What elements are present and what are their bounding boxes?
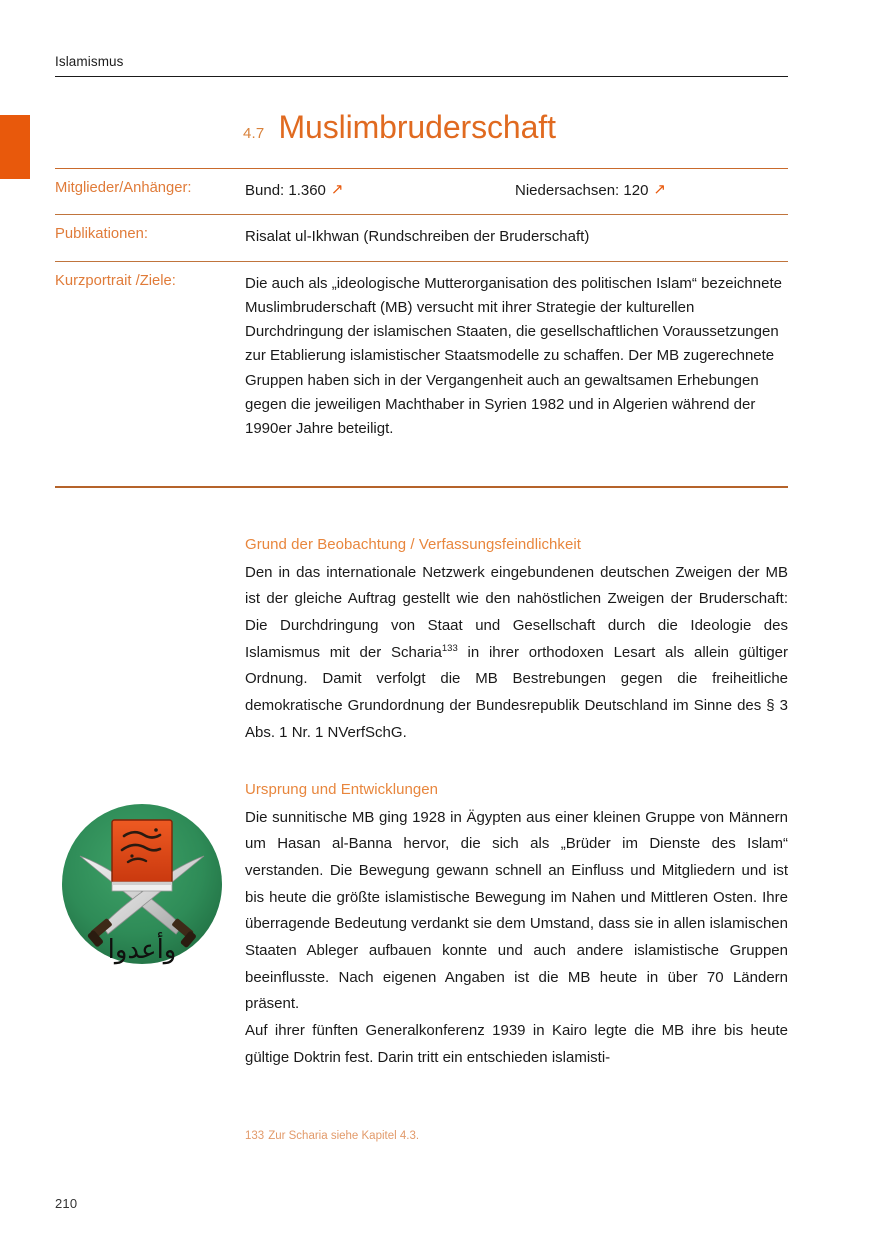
page-title [55, 110, 788, 145]
row-value-profile: Die auch als „ideologische Mutterorganisation des politischen Islam“ bezeichnete Muslimbruderschaft (MB) versucht mit ihrer Strategie der kulturellen Durchdringung der islamischen Staaten, die gesellschaftlichen Voraussetzungen zur Etablierung islamistischer Staatsmodelle zu schaffen. Der MB zugerechnete Gruppen haben sich in der Vergangenheit auch an gewaltsamen Erhebungen gegen die jeweiligen Machthaber in Syrien 1982 und in Algerien während der 1990er Jahre beteiligt. [245, 274, 782, 438]
footnote-marker: 133 [441, 642, 458, 654]
table-row-profile [55, 262, 788, 453]
row-value-members [245, 179, 788, 203]
section-ursprung-und-entwicklungen [245, 779, 788, 1071]
section-body-part-2: in ihrer orthodoxen Lesart als allein gültiger Ordnung. Damit verfolgt die MB Bestrebungen gegen die freiheitliche demokratische Grundordnung der Bundesrepublik Deutschland im Sinne des § 3 Abs. 1 Nr. 1 NVerfSchG. [245, 643, 788, 741]
row-value-publications: Risalat ul-Ikhwan (Rundschreiben der Bruderschaft) [245, 228, 590, 246]
members-lowersaxony-value: Niedersachsen: 120 [515, 182, 649, 199]
emblem-arabic-motto: وأعدوا [107, 935, 177, 965]
section-grund-der-beobachtung [245, 534, 788, 746]
members-federal [245, 179, 515, 203]
section-body [245, 560, 788, 747]
arrow-up-right-icon: ↗ [330, 181, 344, 198]
row-label-profile: Kurzportrait /Ziele: [55, 272, 176, 289]
members-lowersaxony [515, 179, 788, 203]
running-head [55, 54, 788, 77]
quran-book-icon [112, 820, 172, 891]
section-body-paragraph-1: Die sunnitische MB ging 1928 in Ägypten aus einer kleinen Gruppe von Männern um Hasan al-Banna hervor, die sich als „Brüder im Dienste des Islam“ verstanden. Die Bewegung gewann schnell an Einfluss und Mitgliedern und ist bis heute die größte islamistische Bewegung im Nahen und Mittleren Osten. Ihre überragende Bedeutung verdankt sie dem Umstand, dass sie in allen islamischen Staaten Ableger aufbauen konnte und auch andere islamistische Gruppen beeinflusste. Nach eigenen Angaben ist die MB heute in über 70 Ländern präsent. [245, 808, 788, 1013]
section-number: 4.7 [243, 125, 265, 142]
info-table [55, 168, 788, 453]
row-label-members: Mitglieder/Anhänger: [55, 180, 192, 196]
table-row-publications [55, 215, 788, 261]
section-title: Muslimbruderschaft [278, 109, 556, 145]
section-heading: Ursprung und Entwicklungen [245, 781, 439, 798]
section-heading: Grund der Beobachtung / Verfassungsfeindlichkeit [245, 536, 581, 553]
footnote [245, 1128, 788, 1144]
running-head-label: Islamismus [55, 54, 124, 69]
chapter-tab-marker [0, 115, 30, 179]
info-table-bottom-rule [55, 486, 788, 488]
arrow-up-right-icon: ↗ [653, 181, 666, 198]
table-row-members [55, 169, 788, 215]
page-number: 210 [55, 1196, 78, 1211]
muslim-brotherhood-emblem [60, 800, 224, 968]
running-head-rule [55, 76, 788, 77]
section-body-paragraph-2: Auf ihrer fünften Generalkonferenz 1939 in Kairo legte die MB ihre bis heute gültige Doktrin fest. Darin tritt ein entschieden islamisti- [245, 1022, 788, 1066]
footnote-number: 133 [245, 1130, 265, 1142]
section-body-part-1: Den in das internationale Netzwerk eingebundenen deutschen Zweigen der MB ist der gleiche Auftrag gestellt wie den nahöstlichen Zweigen der Bruderschaft: Die Durchdringung von Staat und Gesellschaft durch die Ideologie des Islamismus mit der Scharia [245, 563, 788, 661]
footnote-text: Zur Scharia siehe Kapitel 4.3. [268, 1130, 420, 1142]
row-label-publications: Publikationen: [55, 226, 148, 243]
members-federal-value: Bund: 1.360 [245, 182, 326, 199]
